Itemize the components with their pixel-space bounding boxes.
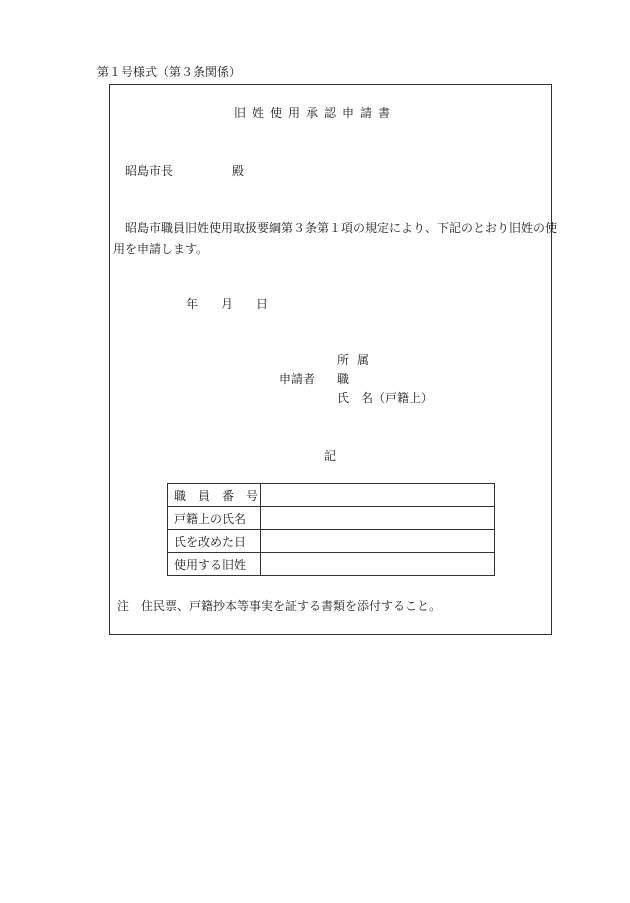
table-label-employee-number: 職 員 番 号 <box>168 484 261 507</box>
applicant-label: 申請者 <box>279 372 316 386</box>
form-number-label: 第１号様式（第３条関係） <box>97 65 242 79</box>
table-label-name-change-date: 氏を改めた日 <box>168 530 261 553</box>
table-row <box>168 553 495 576</box>
applicant-job-label: 職 <box>337 372 350 386</box>
employee-number-field[interactable] <box>261 484 495 507</box>
former-surname-field[interactable] <box>261 553 495 576</box>
addressee: 昭島市長 <box>125 164 174 178</box>
date-month-label: 月 <box>221 297 234 311</box>
table-row <box>168 507 495 530</box>
date-year-label: 年 <box>186 297 199 311</box>
body-text-line2: 用を申請します。 <box>113 242 209 256</box>
applicant-affiliation-label: 所属 <box>337 353 378 367</box>
info-table <box>167 483 495 576</box>
table-label-registered-name: 戸籍上の氏名 <box>168 507 261 530</box>
body-text-line1: 昭島市職員旧姓使用取扱要綱第３条第１項の規定により、下記のとおり旧姓の使 <box>125 221 558 235</box>
document-title: 旧姓使用承認申請書 <box>233 106 396 120</box>
table-row <box>168 530 495 553</box>
name-change-date-field[interactable] <box>261 530 495 553</box>
addressee-suffix: 殿 <box>232 164 245 178</box>
table-label-former-surname: 使用する旧姓 <box>168 553 261 576</box>
registered-name-field[interactable] <box>261 507 495 530</box>
attachment-note: 注 住民票、戸籍抄本等事実を証する書類を添付すること。 <box>117 599 442 613</box>
table-row <box>168 484 495 507</box>
date-day-label: 日 <box>256 297 269 311</box>
applicant-name-label: 氏 名（戸籍上） <box>337 391 434 405</box>
ki-heading: 記 <box>323 449 336 463</box>
